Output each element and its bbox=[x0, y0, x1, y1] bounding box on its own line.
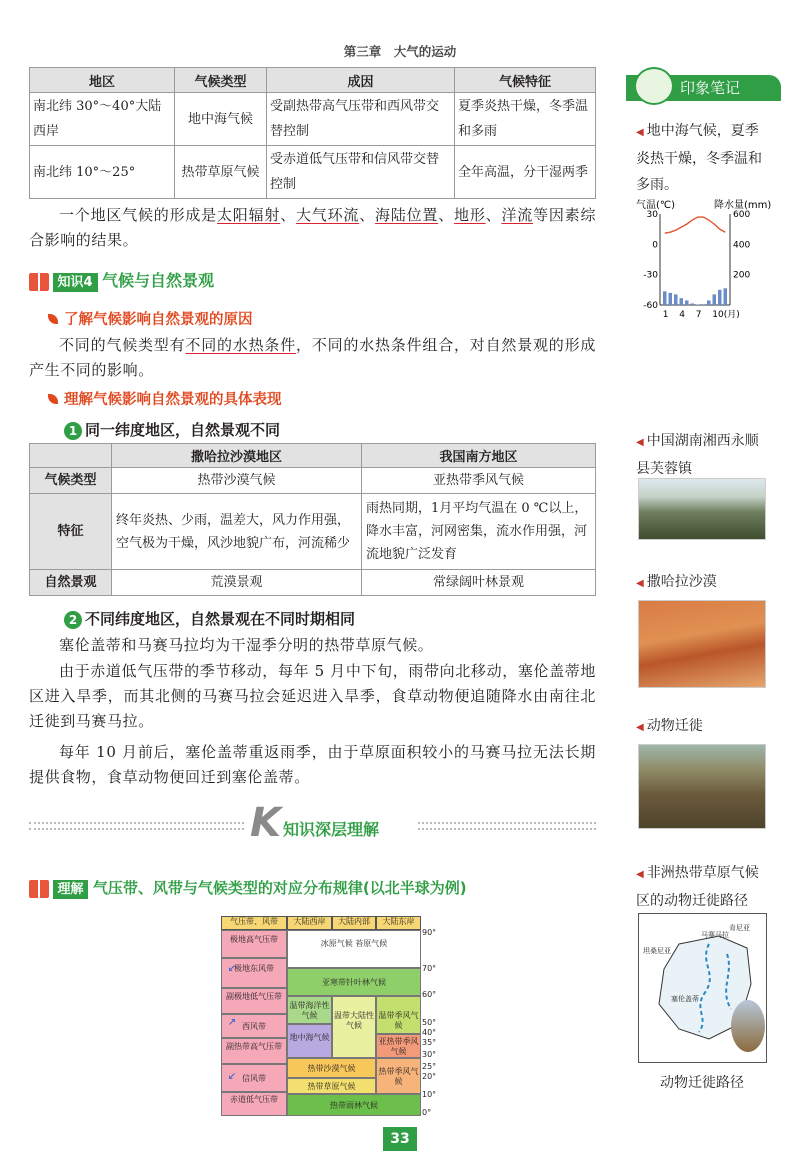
table-row bbox=[30, 93, 596, 146]
chart-left-caption: 气温(℃) bbox=[636, 200, 676, 211]
map-caption: 动物迁徙路径 bbox=[660, 1075, 744, 1091]
understand-heading bbox=[29, 877, 467, 898]
divider bbox=[418, 828, 596, 830]
diagram-header: 大陆东岸 bbox=[376, 916, 421, 930]
sidebar-note bbox=[636, 118, 771, 198]
subheading-performance bbox=[48, 388, 282, 409]
table-cell: 荒漠景观 bbox=[112, 570, 362, 596]
text: 、 bbox=[280, 206, 296, 224]
map-label: 坦桑尼亚 bbox=[643, 947, 671, 955]
precip-bar bbox=[691, 303, 695, 305]
understand-badge: 理解 bbox=[53, 880, 88, 899]
table-row bbox=[30, 494, 596, 570]
table-cell: 终年炎热、少雨，温差大，风力作用强，空气极为干燥，风沙地貌广布，河流稀少 bbox=[112, 494, 362, 570]
precip-tick-label: 600 bbox=[733, 210, 751, 220]
temp-tick-label: -30 bbox=[643, 270, 658, 281]
temp-tick-label: 0 bbox=[652, 240, 658, 251]
text: 、 bbox=[438, 206, 455, 224]
book-icon bbox=[29, 880, 49, 898]
sidebar-caption bbox=[636, 713, 771, 741]
triangle-icon: ◀ bbox=[636, 722, 644, 733]
precip-bar bbox=[724, 288, 728, 305]
underlined-term: 大气环流 bbox=[296, 206, 360, 224]
row-header: 自然景观 bbox=[30, 570, 112, 596]
belt-cell: 西风带 bbox=[221, 1014, 287, 1038]
text: 、 bbox=[359, 206, 376, 224]
latitude-scale bbox=[422, 916, 452, 1116]
precip-bar bbox=[707, 300, 711, 305]
point-2 bbox=[64, 608, 355, 629]
subheading-text: 了解气候影响自然景观的原因 bbox=[64, 312, 253, 328]
landscape-table bbox=[29, 443, 596, 596]
text: 一个地区气候的形成是 bbox=[59, 206, 217, 224]
temp-tick-label: 30 bbox=[646, 210, 658, 220]
deep-understanding-title: 知识深层理解 bbox=[283, 820, 380, 839]
climate-marine: 温带海洋性气候 bbox=[287, 996, 332, 1024]
underlined-term: 不同的水热条件 bbox=[185, 336, 297, 354]
table-cell: 雨热同期，1月平均气温在 0 ℃以上，降水丰富，河网密集，流水作用强，河流地貌广泛发育 bbox=[362, 494, 596, 570]
text: 等因素综合影响的结果。 bbox=[29, 206, 597, 249]
table-cell: 受副热带高气压带和西风带交替控制 bbox=[267, 93, 455, 146]
belt-climate-diagram bbox=[221, 916, 421, 1116]
sidebar-caption bbox=[636, 860, 771, 914]
subheading-text: 理解气候影响自然景观的具体表现 bbox=[64, 392, 282, 408]
page-number: 33 bbox=[383, 1127, 417, 1151]
table-cell: 热带草原气候 bbox=[175, 146, 267, 199]
text: 不同的气候类型有 bbox=[59, 336, 186, 354]
note-text: 地中海气候，夏季炎热干燥，冬季温和多雨。 bbox=[636, 123, 762, 193]
latitude-label: 50° bbox=[422, 1018, 437, 1027]
diagram-header: 大陆西岸 bbox=[287, 916, 332, 930]
table-header: 我国南方地区 bbox=[362, 444, 596, 468]
belt-cell: 副热带高气压带 bbox=[221, 1038, 287, 1064]
climate-table bbox=[29, 67, 596, 199]
paragraph-climate-factors bbox=[29, 203, 596, 253]
chapter-header: 第三章 大气的运动 bbox=[343, 44, 457, 59]
latitude-label: 0° bbox=[422, 1108, 432, 1117]
number-badge: 2 bbox=[64, 611, 82, 629]
point-title: 同一纬度地区，自然景观不同 bbox=[85, 421, 281, 439]
wind-arrow-icon: ↙ bbox=[227, 1071, 237, 1082]
table-cell: 南北纬 10°～25° bbox=[30, 146, 175, 199]
underlined-term: 太阳辐射 bbox=[216, 206, 281, 224]
wind-arrow-icon: ↗ bbox=[227, 1017, 237, 1028]
belt-cell: 赤道低气压带 bbox=[221, 1092, 287, 1116]
table-header: 成因 bbox=[267, 68, 455, 93]
table-header-empty bbox=[30, 444, 112, 468]
paragraph-savanna: 塞伦盖蒂和马赛马拉均为干湿季分明的热带草原气候。 bbox=[59, 636, 434, 654]
table-row bbox=[30, 468, 596, 494]
chart-right-caption: 降水量(mm) bbox=[714, 200, 772, 211]
latitude-label: 90° bbox=[422, 928, 437, 937]
k-logo: K bbox=[250, 800, 281, 846]
paragraph-water-heat bbox=[29, 333, 596, 383]
elephant-logo-icon bbox=[634, 67, 674, 105]
paragraph-return: 每年 10 月前后，塞伦盖蒂重返雨季，由于草原面积较小的马赛马拉无法长期提供食物，食草动物便回迁到塞伦盖蒂。 bbox=[29, 743, 596, 786]
table-cell: 全年高温，分干湿两季 bbox=[455, 146, 596, 199]
climate-continental: 温带大陆性气候 bbox=[332, 996, 376, 1058]
leaf-icon bbox=[48, 314, 58, 324]
sahara-photo bbox=[638, 600, 766, 688]
precip-bar bbox=[669, 293, 673, 305]
section-badge: 知识4 bbox=[53, 273, 97, 292]
climate-chart bbox=[632, 196, 778, 320]
belt-cell: 极地高气压带 bbox=[221, 930, 287, 958]
climate-med: 地中海气候 bbox=[287, 1024, 332, 1058]
underlined-term: 地形 bbox=[454, 206, 486, 224]
triangle-icon: ◀ bbox=[636, 869, 644, 880]
table-cell: 南北纬 30°～40°大陆西岸 bbox=[30, 93, 175, 146]
precip-bar bbox=[713, 294, 717, 305]
temp-tick-label: -60 bbox=[643, 301, 658, 311]
caption-text: 撒哈拉沙漠 bbox=[646, 574, 717, 590]
climate-rainforest: 热带雨林气候 bbox=[287, 1094, 421, 1116]
precip-bar bbox=[702, 304, 706, 305]
table-header: 气候类型 bbox=[175, 68, 267, 93]
latitude-label: 35° bbox=[422, 1038, 437, 1047]
text: ，不同的水热条件组合，对自然景观的形成产生不同的影响。 bbox=[29, 336, 597, 379]
subheading-reason bbox=[48, 308, 253, 329]
climate-desert: 热带沙漠气候 bbox=[287, 1058, 376, 1078]
precip-bar bbox=[680, 298, 684, 305]
climate-savanna: 热带草原气候 bbox=[287, 1078, 376, 1094]
latitude-label: 30° bbox=[422, 1050, 437, 1059]
precip-bar bbox=[663, 291, 667, 305]
latitude-label: 40° bbox=[422, 1028, 437, 1037]
section-title: 气候与自然景观 bbox=[101, 271, 214, 290]
caption-text: 动物迁徙 bbox=[646, 718, 703, 734]
precip-tick-label: 400 bbox=[733, 240, 751, 251]
sidebar-caption bbox=[636, 428, 771, 482]
caption-text: 非洲热带草原气候区的动物迁徙路径 bbox=[636, 865, 759, 909]
row-header: 特征 bbox=[30, 494, 112, 570]
divider bbox=[29, 828, 244, 830]
point-title: 不同纬度地区，自然景观在不同时期相同 bbox=[85, 610, 356, 628]
climate-monsoon-temp: 温带季风气候 bbox=[376, 996, 421, 1034]
table-row bbox=[30, 146, 596, 199]
table-header: 气候特征 bbox=[455, 68, 596, 93]
underlined-term: 海陆位置 bbox=[375, 206, 439, 224]
climate-taiga: 亚寒带针叶林气候 bbox=[287, 968, 421, 996]
table-cell: 夏季炎热干燥，冬季温和多雨 bbox=[455, 93, 596, 146]
belt-cell: 副极地低气压带 bbox=[221, 988, 287, 1014]
text: 、 bbox=[485, 206, 502, 224]
divider bbox=[418, 822, 596, 824]
migration-map bbox=[638, 913, 767, 1063]
migration-photo bbox=[638, 744, 766, 829]
precip-bar bbox=[674, 294, 678, 305]
underlined-term: 洋流 bbox=[501, 206, 534, 224]
book-icon bbox=[29, 273, 49, 291]
precip-bar bbox=[718, 290, 722, 305]
map-label: 马赛马拉 bbox=[701, 931, 729, 939]
month-tick-label: 4 bbox=[679, 310, 685, 320]
number-badge: 1 bbox=[64, 422, 82, 440]
latitude-label: 10° bbox=[422, 1090, 437, 1099]
understand-title: 气压带、风带与气候类型的对应分布规律(以北半球为例) bbox=[92, 879, 467, 897]
map-label: 肯尼亚 bbox=[729, 924, 750, 932]
precip-tick-label: 200 bbox=[733, 270, 751, 281]
diagram-header: 气压带、风带 bbox=[221, 916, 287, 930]
temperature-line bbox=[665, 217, 726, 233]
latitude-label: 60° bbox=[422, 990, 437, 999]
diagram-header: 大陆内部 bbox=[332, 916, 376, 930]
latitude-label: 70° bbox=[422, 964, 437, 973]
climate-tropical-monsoon: 热带季风气候 bbox=[376, 1058, 421, 1094]
table-cell: 地中海气候 bbox=[175, 93, 267, 146]
triangle-icon: ◀ bbox=[636, 437, 644, 448]
village-photo bbox=[638, 478, 766, 540]
table-header: 撒哈拉沙漠地区 bbox=[112, 444, 362, 468]
divider bbox=[29, 822, 244, 824]
latitude-label: 20° bbox=[422, 1072, 437, 1081]
sidebar-title: 印象笔记 bbox=[680, 79, 741, 97]
table-cell: 常绿阔叶林景观 bbox=[362, 570, 596, 596]
triangle-icon: ◀ bbox=[636, 578, 644, 589]
caption-text: 中国湖南湘西永顺县芙蓉镇 bbox=[636, 433, 759, 477]
climate-subtropical-monsoon: 亚热带季风气候 bbox=[376, 1034, 421, 1058]
wind-arrow-icon: ↙ bbox=[227, 963, 237, 974]
inset-photo bbox=[731, 1000, 765, 1052]
table-cell: 热带沙漠气候 bbox=[112, 468, 362, 494]
climate-polar: 冰原气候 苔原气候 bbox=[287, 930, 421, 968]
point-1 bbox=[64, 419, 280, 440]
table-row bbox=[30, 570, 596, 596]
triangle-icon: ◀ bbox=[636, 127, 644, 138]
map-label: 塞伦盖蒂 bbox=[671, 995, 699, 1003]
month-tick-label: 1 bbox=[662, 310, 669, 320]
latitude-label: 25° bbox=[422, 1062, 437, 1071]
precip-bar bbox=[685, 300, 689, 305]
section-heading bbox=[29, 268, 214, 291]
sidebar-caption bbox=[636, 569, 771, 597]
month-tick-label: 10(月) bbox=[712, 310, 740, 320]
table-header: 地区 bbox=[30, 68, 175, 93]
paragraph-migration: 由于赤道低气压带的季节移动，每年 5 月中下旬，雨带向北移动，塞伦盖蒂地区进入旱季，而其北侧的马赛马拉会延迟进入旱季，食草动物便追随降水由南往北迁徙到马赛马拉。 bbox=[29, 662, 596, 730]
belt-cell: 信风带 bbox=[221, 1064, 287, 1092]
row-header: 气候类型 bbox=[30, 468, 112, 494]
table-cell: 亚热带季风气候 bbox=[362, 468, 596, 494]
table-cell: 受赤道低气压带和信风带交替控制 bbox=[267, 146, 455, 199]
belt-cell: 极地东风带 bbox=[221, 958, 287, 988]
leaf-icon bbox=[48, 394, 58, 404]
month-tick-label: 7 bbox=[695, 310, 702, 320]
